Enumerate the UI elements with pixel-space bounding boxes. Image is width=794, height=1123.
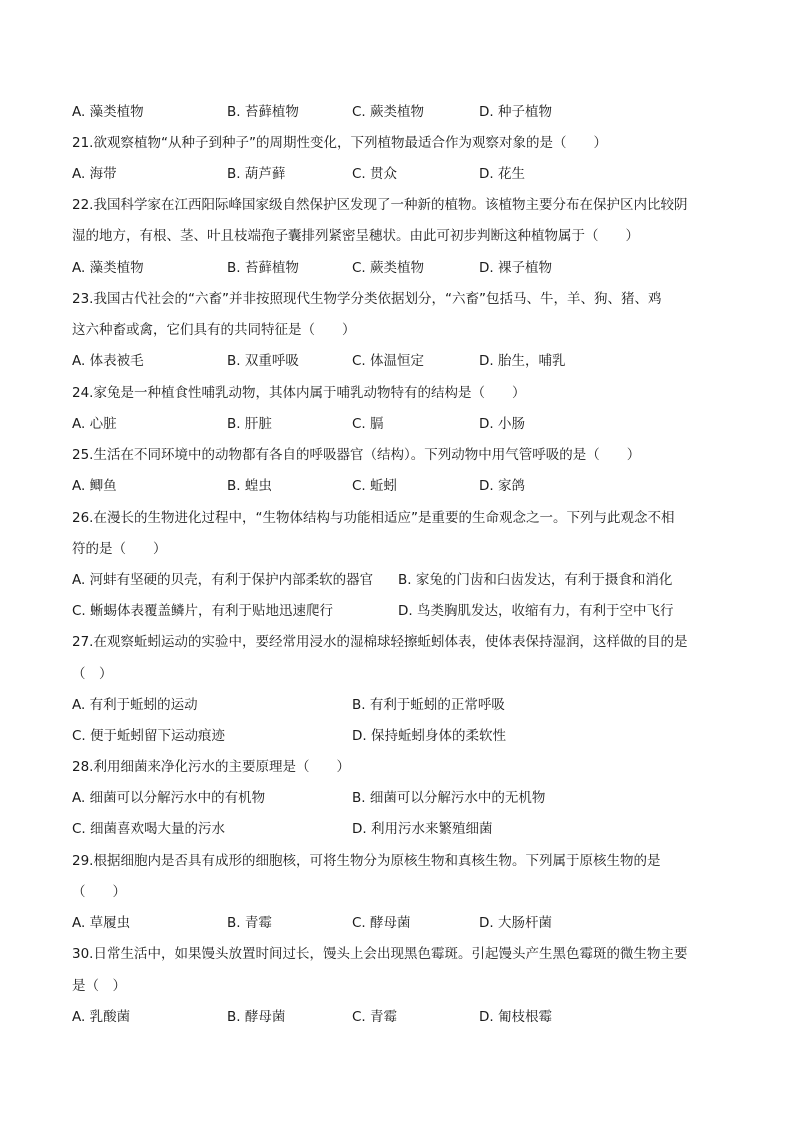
q27-option-b: B. 有利于蚯蚓的正常呼吸 (352, 697, 505, 713)
q20-option-d: D. 种子植物 (479, 104, 552, 120)
q26-stem-line-1: 26.在漫长的生物进化过程中，“生物体结构与功能相适应”是重要的生命观念之一。下列与此观念不相 (72, 510, 675, 526)
q26-option-b: B. 家兔的门齿和臼齿发达，有利于摄食和消化 (398, 572, 673, 588)
q26-option-c: C. 蜥蜴体表覆盖鳞片，有利于贴地迅速爬行 (72, 603, 334, 619)
q22-option-c: C. 蕨类植物 (352, 260, 425, 276)
q26-option-a: A. 河蚌有坚硬的贝壳，有利于保护内部柔软的器官 (72, 572, 374, 588)
q23-stem-line-2: 这六种畜或禽，它们具有的共同特征是（ ） (72, 322, 356, 338)
q30-option-a: A. 乳酸菌 (72, 1009, 131, 1025)
q25-option-c: C. 蚯蚓 (352, 478, 398, 494)
q24-option-a: A. 心脏 (72, 416, 117, 432)
q25-option-b: B. 蝗虫 (227, 478, 272, 494)
q29-option-c: C. 酵母菌 (352, 915, 411, 931)
q25-stem: 25.生活在不同环境中的动物都有各自的呼吸器官（结构）。下列动物中用气管呼吸的是（ ） (72, 447, 641, 463)
q27-stem-line-2: （ ） (72, 666, 113, 682)
q24-stem: 24.家兔是一种植食性哺乳动物，其体内属于哺乳动物特有的结构是（ ） (72, 385, 526, 401)
q28-option-c: C. 细菌喜欢喝大量的污水 (72, 821, 226, 837)
q24-option-d: D. 小肠 (479, 416, 525, 432)
q21-option-d: D. 花生 (479, 166, 525, 182)
q21-option-a: A. 海带 (72, 166, 117, 182)
q30-option-d: D. 匍枝根霉 (479, 1009, 552, 1025)
q20-option-b: B. 苔藓植物 (227, 104, 299, 120)
q22-option-b: B. 苔藓植物 (227, 260, 299, 276)
q20-option-c: C. 蕨类植物 (352, 104, 425, 120)
q30-option-c: C. 青霉 (352, 1009, 398, 1025)
q30-option-b: B. 酵母菌 (227, 1009, 286, 1025)
q22-option-a: A. 藻类植物 (72, 260, 144, 276)
q28-option-d: D. 利用污水来繁殖细菌 (352, 821, 493, 837)
q27-option-a: A. 有利于蚯蚓的运动 (72, 697, 198, 713)
q20-option-a: A. 藻类植物 (72, 104, 144, 120)
q22-option-d: D. 裸子植物 (479, 260, 552, 276)
q24-option-c: C. 膈 (352, 416, 384, 432)
q30-stem-line-2: 是（ ） (72, 978, 126, 994)
q23-option-d: D. 胎生，哺乳 (479, 353, 566, 369)
q29-option-b: B. 青霉 (227, 915, 272, 931)
q27-stem-line-1: 27.在观察蚯蚓运动的实验中，要经常用浸水的湿棉球轻擦蚯蚓体表，使体表保持湿润，这样做的目的是 (72, 634, 688, 650)
q30-stem-line-1: 30.日常生活中，如果馒头放置时间过长，馒头上会出现黑色霉斑。引起馒头产生黑色霉斑的微生物主要 (72, 946, 688, 962)
q23-option-a: A. 体表被毛 (72, 353, 144, 369)
q25-option-a: A. 鲫鱼 (72, 478, 117, 494)
q25-option-d: D. 家鸽 (479, 478, 525, 494)
q21-stem: 21.欲观察植物“从种子到种子”的周期性变化，下列植物最适合作为观察对象的是（ ） (72, 135, 607, 151)
q29-option-a: A. 草履虫 (72, 915, 131, 931)
q28-option-b: B. 细菌可以分解污水中的无机物 (352, 790, 546, 806)
q27-option-c: C. 便于蚯蚓留下运动痕迹 (72, 728, 226, 744)
q23-stem-line-1: 23.我国古代社会的“六畜”并非按照现代生物学分类依据划分，“六畜”包括马、牛，羊、狗、猪、鸡 (72, 291, 662, 307)
q22-stem-line-1: 22.我国科学家在江西阳际峰国家级自然保护区发现了一种新的植物。该植物主要分布在保护区内比较阴 (72, 197, 688, 213)
q21-option-b: B. 葫芦藓 (227, 166, 286, 182)
q26-option-d: D. 鸟类胸肌发达，收缩有力，有利于空中飞行 (398, 603, 674, 619)
q23-option-c: C. 体温恒定 (352, 353, 425, 369)
q28-option-a: A. 细菌可以分解污水中的有机物 (72, 790, 266, 806)
q29-stem-line-1: 29.根据细胞内是否具有成形的细胞核，可将生物分为原核生物和真核生物。下列属于原核生物的是 (72, 853, 661, 869)
q23-option-b: B. 双重呼吸 (227, 353, 299, 369)
q27-option-d: D. 保持蚯蚓身体的柔软性 (352, 728, 506, 744)
q29-stem-line-2: （ ） (72, 884, 126, 900)
q26-stem-line-2: 符的是（ ） (72, 541, 167, 557)
q24-option-b: B. 肝脏 (227, 416, 272, 432)
q29-option-d: D. 大肠杆菌 (479, 915, 552, 931)
q28-stem: 28.利用细菌来净化污水的主要原理是（ ） (72, 759, 350, 775)
q21-option-c: C. 贯众 (352, 166, 398, 182)
q22-stem-line-2: 湿的地方，有根、茎、叶且枝端孢子囊排列紧密呈穗状。由此可初步判断这种植物属于（ ） (72, 228, 639, 244)
